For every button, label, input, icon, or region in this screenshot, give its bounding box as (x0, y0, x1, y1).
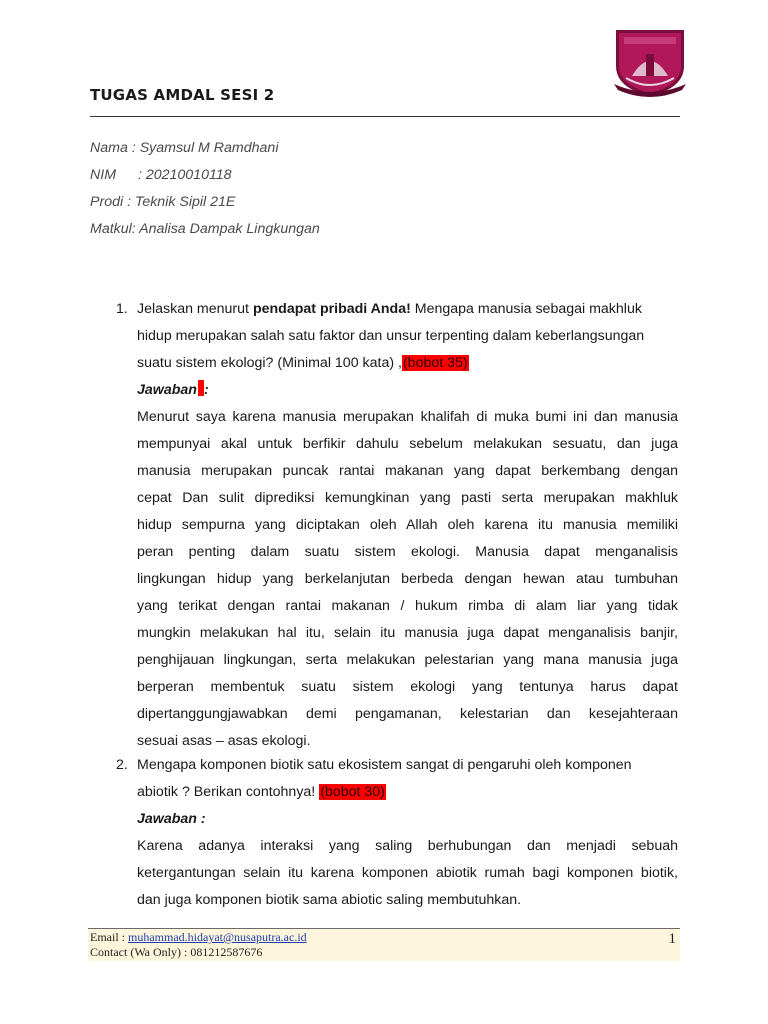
footer-email-link[interactable]: muhammad.hidayat@nusaputra.ac.id (128, 930, 307, 944)
title-divider (90, 116, 680, 117)
nim-value: : 20210010118 (137, 167, 232, 183)
question-text-part: abiotik ? Berikan contohnya! (137, 784, 320, 800)
footer-email-line (90, 930, 307, 944)
student-nim-row (90, 165, 320, 192)
question-text (137, 299, 678, 326)
document-title: TUGAS AMDAL SESI 2 (90, 86, 275, 104)
student-prodi-row (90, 192, 320, 219)
answer-line: cepat Dan sulit diprediksi kemungkinan yang pasti serta merupakan makhluk (137, 490, 678, 506)
name-label: Nama (90, 140, 128, 156)
prodi-label: Prodi (90, 194, 124, 210)
answer-line: Karena adanya interaksi yang saling berhubungan dan menjadi sebuah (137, 838, 678, 854)
question-1 (116, 299, 678, 758)
answer-line: sesuai asas – asas ekologi. (137, 733, 311, 749)
footer-email-label: Email : (90, 930, 128, 944)
answer-label (137, 380, 678, 407)
question-text-part: Mengapa manusia sebagai makhluk (410, 301, 642, 317)
question-text (137, 353, 678, 380)
matkul-label: Matkul: (90, 221, 136, 237)
answer-line: lingkungan hidup yang berkelanjutan berbeda dengan hewan atau tumbuhan (137, 571, 678, 587)
university-shield-logo (610, 26, 690, 98)
student-matkul-row (90, 219, 320, 246)
name-value: : Syamsul M Ramdhani (131, 140, 279, 156)
answer-line: manusia merupakan puncak rantai makanan yang dapat berkembang dengan (137, 463, 678, 479)
question-number: 2. (116, 757, 128, 773)
footer-contact: Contact (Wa Only) : 081212587676 (90, 945, 263, 959)
answer-line: yang terikat dengan rantai makanan / hukum rimba di alam liar yang tidak (137, 598, 678, 614)
matkul-value: Analisa Dampak Lingkungan (139, 221, 320, 237)
answer-line: mungkin melakukan hal itu, selain itu manusia juga dapat menganalisis banjir, (137, 625, 678, 641)
student-name-row (90, 138, 320, 165)
answer-line: dipertanggungjawabkan demi pengamanan, kelestarian dan kesejahteraan (137, 706, 678, 722)
page-number: 1 (668, 931, 676, 947)
weight-badge: (bobot 35) (402, 355, 468, 371)
question-emphasis: pendapat pribadi Anda! (252, 301, 411, 317)
question-text: hidup merupakan salah satu faktor dan unsur terpenting dalam keberlangsungan (137, 328, 645, 344)
page-footer (88, 928, 680, 961)
answer-line: hidup sempurna yang diciptakan oleh Allah oleh karena itu manusia memiliki (137, 517, 678, 533)
question-number: 1. (116, 301, 128, 317)
question-text-part: suatu sistem ekologi? (Minimal 100 kata) , (137, 355, 402, 371)
nim-label: NIM (90, 167, 117, 183)
answer-line: mempunyai akal untuk berfikir dahulu sebelum melakukan sesuatu, dan juga (137, 436, 678, 452)
answer-line: penghijauan lingkungan, serta melakukan pelestarian yang mana manusia juga (137, 652, 678, 668)
answer-line: berperan membentuk suatu sistem ekologi yang tentunya harus dapat (137, 679, 678, 695)
answer-label (137, 809, 678, 836)
question-text (137, 782, 678, 809)
answer-line: dan juga komponen biotik sama abiotic saling membutuhkan. (137, 892, 522, 908)
answer-label-text: Jawaban : (137, 811, 206, 827)
question-text-part: Jelaskan menurut (137, 301, 253, 317)
question-2 (116, 755, 678, 917)
prodi-value: : Teknik Sipil 21E (127, 194, 236, 210)
question-text: Mengapa komponen biotik satu ekosistem sangat di pengaruhi oleh komponen (137, 757, 632, 773)
answer-line: peran penting dalam suatu sistem ekologi. Manusia dapat menganalisis (137, 544, 678, 560)
answer-label-colon: : (203, 382, 209, 398)
answer-line: Menurut saya karena manusia merupakan khalifah di muka bumi ini dan manusia (137, 409, 678, 425)
student-info (90, 138, 320, 246)
weight-badge: (bobot 30) (320, 784, 385, 800)
answer-label-text: Jawaban (137, 382, 197, 398)
answer-line: ketergantungan selain itu karena komponen abiotik rumah bagi komponen biotik, (137, 865, 678, 881)
